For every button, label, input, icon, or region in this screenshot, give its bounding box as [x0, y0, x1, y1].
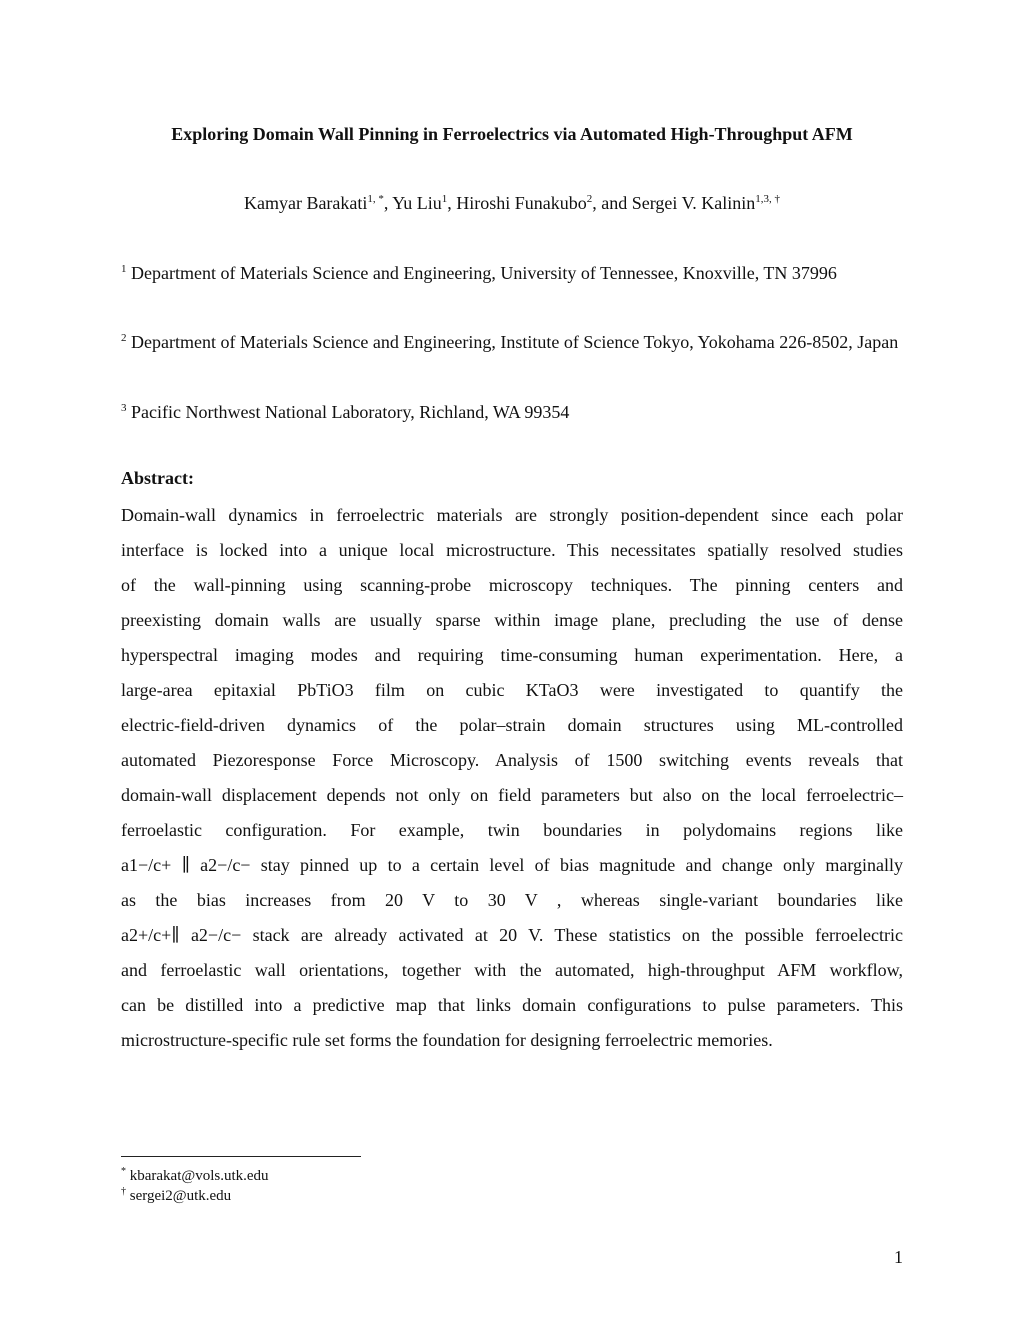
author-affiliation-marker: 2 — [586, 193, 593, 205]
abstract-line: hyperspectral imaging modes and requiring time-consuming human experimentation. Here, a — [121, 645, 903, 665]
author-list — [100, 190, 924, 216]
affiliation-text: Pacific Northwest National Laboratory, Richland, WA 99354 — [131, 402, 570, 422]
abstract-line: electric-field-driven dynamics of the polar–strain domain structures using ML-controlled — [121, 715, 903, 735]
page-number: 1 — [894, 1247, 903, 1267]
footnote-email[interactable]: sergei2@utk.edu — [129, 1188, 232, 1204]
affiliation-number: 3 — [121, 402, 127, 414]
author-affiliation-marker: 1 — [441, 193, 448, 205]
footnote-email[interactable]: kbarakat@vols.utk.edu — [129, 1168, 269, 1184]
abstract-line: preexisting domain walls are usually sparse within image plane, precluding the use of dense — [121, 610, 903, 630]
author-separator: , — [383, 193, 393, 213]
abstract-line: interface is locked into a unique local microstructure. This necessitates spatially resolved studies — [121, 540, 903, 560]
author-separator: , and — [592, 193, 632, 213]
author-affiliation-marker: 1,3, † — [755, 193, 781, 205]
author-name: Yu Liu — [392, 193, 442, 213]
affiliation-number: 2 — [121, 332, 127, 344]
affiliation-text: Department of Materials Science and Engineering, University of Tennessee, Knoxville, TN 37996 — [131, 263, 837, 283]
abstract-line: Domain-wall dynamics in ferroelectric materials are strongly position-dependent since each polar — [121, 505, 903, 525]
abstract-heading: Abstract: — [121, 468, 194, 488]
abstract-line: automated Piezoresponse Force Microscopy. Analysis of 1500 switching events reveals that — [121, 750, 903, 770]
footnote-mark: † — [121, 1186, 126, 1197]
author-name: Sergei V. Kalinin — [631, 193, 756, 213]
author-name: Kamyar Barakati — [243, 193, 368, 213]
abstract-line: and ferroelastic wall orientations, together with the automated, high-throughput AFM workflow, — [121, 960, 903, 980]
affiliation — [121, 256, 903, 291]
abstract-line: a1−/c+ ∥ a2−/c− stay pinned up to a certain level of bias magnitude and change only marginally — [121, 855, 903, 875]
affiliation — [121, 395, 903, 430]
abstract-body — [121, 498, 903, 1058]
abstract-line: large-area epitaxial PbTiO3 film on cubic KTaO3 were investigated to quantify the — [121, 680, 903, 700]
abstract-line: microstructure-specific rule set forms the foundation for designing ferroelectric memories. — [121, 1030, 773, 1050]
abstract-line: ferroelastic configuration. For example, twin boundaries in polydomains regions like — [121, 820, 903, 840]
abstract-line: a2+/c+∥ a2−/c− stack are already activated at 20 V. These statistics on the possible ferroelectric — [121, 925, 903, 945]
author-affiliation-marker: 1, * — [367, 193, 384, 205]
affiliation-text: Department of Materials Science and Engineering, Institute of Science Tokyo, Yokohama 226-8502, Japan — [131, 332, 899, 352]
footnote-mark: * — [121, 1166, 126, 1177]
affiliation-number: 1 — [121, 263, 127, 275]
affiliation — [121, 325, 903, 360]
paper-title: Exploring Domain Wall Pinning in Ferroelectrics via Automated High-Throughput AFM — [171, 124, 853, 144]
author-name: Hiroshi Funakubo — [456, 193, 587, 213]
abstract-line: domain-wall displacement depends not only on field parameters but also on the local ferroelectric– — [121, 785, 903, 805]
abstract-line: of the wall-pinning using scanning-probe microscopy techniques. The pinning centers and — [121, 575, 903, 595]
author-separator: , — [447, 193, 457, 213]
footnote — [121, 1186, 231, 1206]
abstract-line: as the bias increases from 20 V to 30 V , whereas single-variant boundaries like — [121, 890, 903, 910]
footnote — [121, 1166, 269, 1186]
footnote-divider — [121, 1156, 361, 1157]
abstract-line: can be distilled into a predictive map that links domain configurations to pulse parameters. This — [121, 995, 903, 1015]
